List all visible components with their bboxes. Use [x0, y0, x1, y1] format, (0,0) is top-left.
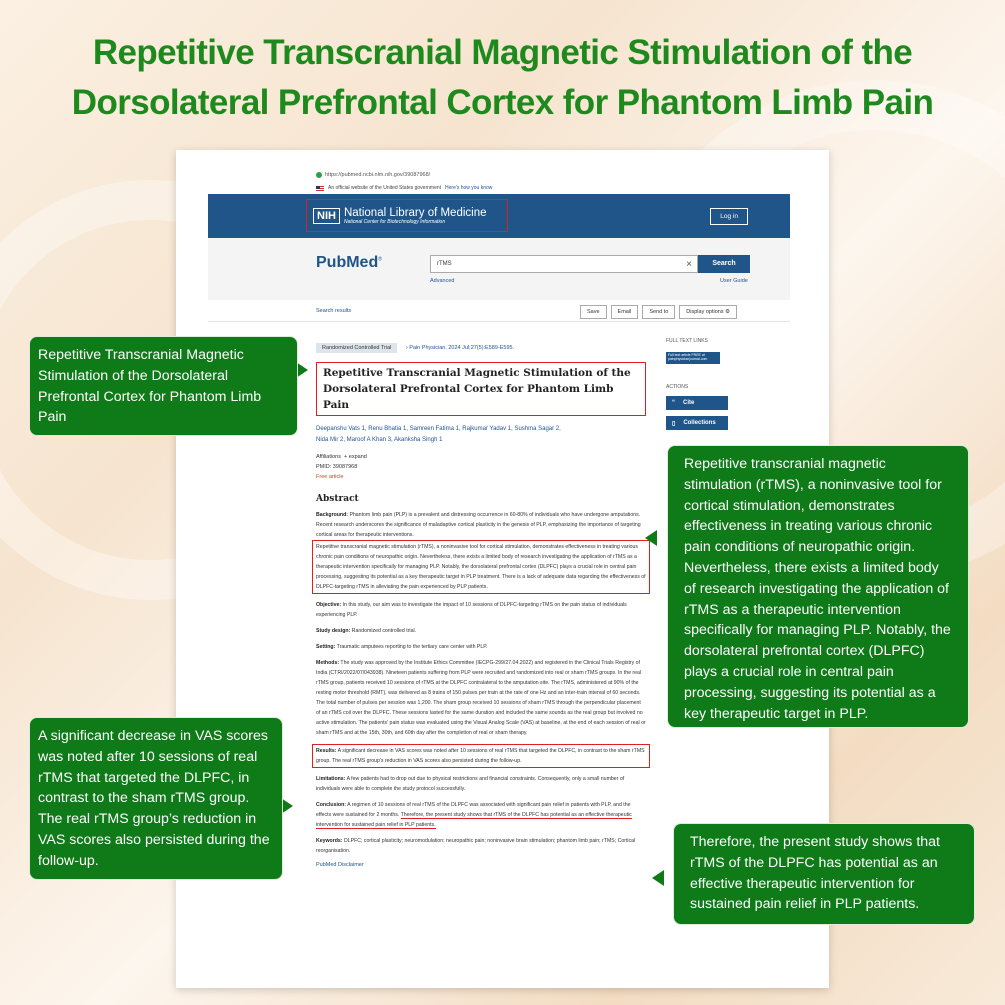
authors-line[interactable]: Deepanshu Vats 1, Renu Bhatia 1, Samreen Fatima 1, Rajkumar Yadav 1, Sushma Sagar 2,: [316, 426, 561, 432]
login-button[interactable]: Log in: [710, 208, 748, 225]
methods-text: The study was approved by the Institute Ethics Committee (IECPG-299/27.04.2022) and registered in the Clinical Trials Registry of India (CTRI/2022/07/043938). Nineteen patients suffering from PLP were recruited and randomized into real or sham rTMS groups. In the real rTMS group, patients received 10 sessions of rTMS at the DLPFC contralateral to the amputation site. The rTMS, administered at 90% of the resting motor threshold (RMT), was delivered as 8 trains of 150 pulses per train at the rate of one Hz and an inter-train interval of 60 seconds. The total number of pulses per session was 1,200. The sham group received 10 sessions of sham rTMS through the perpendicular placement of an rTMS coil over the DLPFC. These sessions lasted for the same duration and included the same sounds as the real group but involved no active stimulation. The patients' pain status was evaluated using the Visual Analog Scale (VAS) at baseline, at the end of each session of real or sham rTMS and at the 15th, 30th, and 60th day after the completion of real or sham therapy.: [316, 660, 646, 736]
setting-label: Setting:: [316, 644, 336, 650]
nlm-logo[interactable]: [306, 199, 508, 232]
gov-banner-link[interactable]: Here's how you know: [445, 185, 493, 191]
pubmed-search-row: [208, 238, 790, 300]
gear-icon: ⚙: [725, 309, 731, 315]
cite-button[interactable]: [666, 396, 728, 410]
search-results-link[interactable]: Search results: [316, 308, 352, 314]
toolbar-buttons: [580, 305, 737, 319]
url-bar[interactable]: [208, 168, 790, 182]
nlm-header: [208, 194, 790, 238]
save-button[interactable]: Save: [580, 305, 607, 319]
email-button[interactable]: Email: [611, 305, 639, 319]
headline: [0, 28, 1005, 128]
methods-label: Methods:: [316, 660, 340, 666]
headline-line1: Repetitive Transcranial Magnetic Stimulation of the: [92, 33, 913, 72]
conclusion-highlight: Therefore, the present study shows that rTMS of the DLPFC has potential as an effective therapeutic intervention for sustained pain relief in PLP patients.: [316, 812, 632, 828]
results-callout: A significant decrease in VAS scores was noted after 10 sessions of real rTMS that targeted the DLPFC, in contrast to the sham rTMS group. The real rTMS group’s reduction in VAS scores also persisted during the follow-up.: [29, 717, 283, 880]
results-text: A significant decrease in VAS scores was noted after 10 sessions of real rTMS that targeted the DLPFC, in contrast to the sham rTMS group. The real rTMS group's reduction in VAS scores also persisted during the follow-up.: [316, 748, 645, 764]
pubmed-disclaimer-link[interactable]: PubMed Disclaimer: [316, 862, 364, 868]
pubmed-logo[interactable]: PubMed®: [316, 254, 382, 271]
cite-label: Cite: [683, 400, 695, 406]
advanced-search-link[interactable]: Advanced: [430, 278, 455, 284]
keywords-label: Keywords:: [316, 838, 343, 844]
display-options-button[interactable]: [679, 305, 737, 319]
conclusion-callout: Therefore, the present study shows that rTMS of the DLPFC has potential as an effective therapeutic intervention for sustained pain relief in PLP patients.: [673, 823, 975, 925]
keywords-text: DLPFC; cortical plasticity; neuromodulation; neuropathic pain; noninvasive brain stimulation; phantom limb pain; rTMS; Cortical reorganisation.: [316, 838, 636, 854]
background-text: Phantom limb pain (PLP) is a prevalent and distressing occurrence in 60-80% of individuals who have undergone amputations. Recent research underscores the significance of maladaptive cortical plasticity in the genesis of PLP, emphasizing the importance of targeting cortical areas for therapeutic interventions.: [316, 512, 641, 538]
authors-line[interactable]: Nida Mir 2, Maroof A Khan 3, Akanksha Singh 1: [316, 437, 443, 443]
title-callout: Repetitive Transcranial Magnetic Stimulation of the Dorsolateral Prefrontal Cortex for Phantom Limb Pain: [29, 336, 298, 436]
conclusion-text: A regimen of 10 sessions of real rTMS of the DLPFC was associated with significant pain relief in patients with PLP, and the effects were sustained for 2 months.: [316, 802, 631, 818]
nih-logo: NIH: [313, 208, 340, 224]
expand-affiliations-button[interactable]: + expand: [344, 454, 367, 460]
abstract-setting: [316, 642, 646, 652]
full-text-links-heading: FULL TEXT LINKS: [666, 338, 708, 344]
pubmed-logo-text: PubMed: [316, 254, 379, 271]
search-button[interactable]: Search: [698, 255, 750, 273]
article-toolbar: [208, 300, 790, 322]
conclusion-label: Conclusion:: [316, 802, 346, 808]
send-to-button[interactable]: Send to: [642, 305, 675, 319]
affiliations-label: Affiliations: [316, 454, 341, 460]
results-label: Results:: [316, 748, 337, 754]
abstract-conclusion: [316, 800, 646, 830]
background-callout: Repetitive transcranial magnetic stimulation (rTMS), a noninvasive tool for cortical stimulation, demonstrates effectiveness in treating various chronic pain conditions of neuropathic origin. Nevertheless, there exists a limited body of research investigating the application of rTMS as a therapeutic intervention specifically for managing PLP. Notably, the dorsolateral prefrontal cortex (DLPFC) plays a crucial role in central pain processing, suggesting its potential as a key therapeutic target in PLP.: [667, 445, 969, 728]
bookmark-icon: ▯: [672, 420, 676, 427]
headline-line2: Dorsolateral Prefrontal Cortex for Phantom Limb Pain: [71, 83, 934, 122]
collections-button[interactable]: [666, 416, 728, 430]
search-input-value: rTMS: [437, 261, 452, 267]
journal-citation: › Pain Physician. 2024 Jul;27(5):E589-E595.: [405, 345, 515, 351]
user-guide-link[interactable]: User Guide: [720, 278, 748, 284]
article-title: Repetitive Transcranial Magnetic Stimulation of the Dorsolateral Prefrontal Cortex for Phantom Limb Pain: [316, 362, 646, 416]
display-options-label: Display options: [686, 309, 724, 315]
gov-banner: [208, 182, 790, 194]
clear-search-icon[interactable]: ×: [686, 259, 692, 270]
setting-text: Traumatic amputees reporting to the tertiary care center with PLP.: [336, 644, 488, 650]
abstract-keywords: [316, 836, 646, 856]
abstract-methods: [316, 658, 646, 738]
collections-label: Collections: [683, 420, 716, 426]
article-type-badge: Randomized Controlled Trial: [316, 343, 397, 353]
url-text[interactable]: https://pubmed.ncbi.nlm.nih.gov/39087968/: [325, 172, 431, 178]
background-highlight: Repetitive transcranial magnetic stimulation (rTMS), a noninvasive tool for cortical stimulation, demonstrates effectiveness in treating various chronic pain conditions of neuropathic origin. Nevertheless, there exists a limited body of research investigating the application of rTMS as a therapeutic intervention specifically for managing PLP. Notably, the dorsolateral prefrontal cortex (DLPFC) plays a crucial role in central pain processing, suggesting its potential as a key therapeutic target in PLP treatment. There is a lack of adequate data regarding the effectiveness of DLPFC-targeting rTMS in alleviating the pain experienced by PLP patients.: [312, 540, 650, 594]
quote-icon: “: [672, 400, 675, 406]
abstract-limitations: [316, 774, 646, 794]
article-meta: [316, 452, 646, 482]
objective-text: In this study, our aim was to investigate the impact of 10 sessions of DLPFC-targeting rTMS on the pain status of individuals experiencing PLP.: [316, 602, 627, 618]
abstract-heading: Abstract: [316, 494, 359, 504]
nlm-name: National Library of Medicine: [343, 206, 487, 219]
callout-pointer: [645, 530, 657, 546]
objective-label: Objective:: [316, 602, 342, 608]
article-content: [316, 336, 646, 868]
journal-link[interactable]: Pain Physician: [409, 345, 446, 351]
abstract-results: [312, 744, 650, 768]
search-input[interactable]: [430, 255, 698, 273]
author-list[interactable]: [316, 424, 646, 446]
limitations-text: A few patients had to drop out due to physical restrictions and financial constraints. Consequently, only a small number of individuals were able to complete the study protocol successfully.: [316, 776, 625, 792]
full-text-link-button[interactable]: Full text article FREE at painphysicianjournal.com: [666, 352, 720, 364]
nlm-subtitle: National Center for Biotechnology Information: [343, 218, 446, 225]
background-label: Background:: [316, 512, 348, 518]
abstract-background: [316, 510, 646, 594]
design-label: Study design:: [316, 628, 351, 634]
free-article-label: Free article: [316, 474, 344, 480]
actions-heading: ACTIONS: [666, 384, 689, 390]
abstract-objective: [316, 600, 646, 620]
us-flag-icon: [316, 186, 324, 191]
design-text: Randomized controlled trial.: [351, 628, 417, 634]
limitations-label: Limitations:: [316, 776, 346, 782]
gov-banner-text: An official website of the United States government: [328, 185, 442, 191]
secure-lock-icon: [316, 172, 322, 178]
abstract-design: [316, 626, 646, 636]
callout-pointer: [652, 870, 664, 886]
pmid: PMID: 39087968: [316, 464, 358, 470]
citation-text: . 2024 Jul;27(5):E589-E595.: [445, 345, 515, 351]
right-sidebar: [666, 338, 746, 430]
